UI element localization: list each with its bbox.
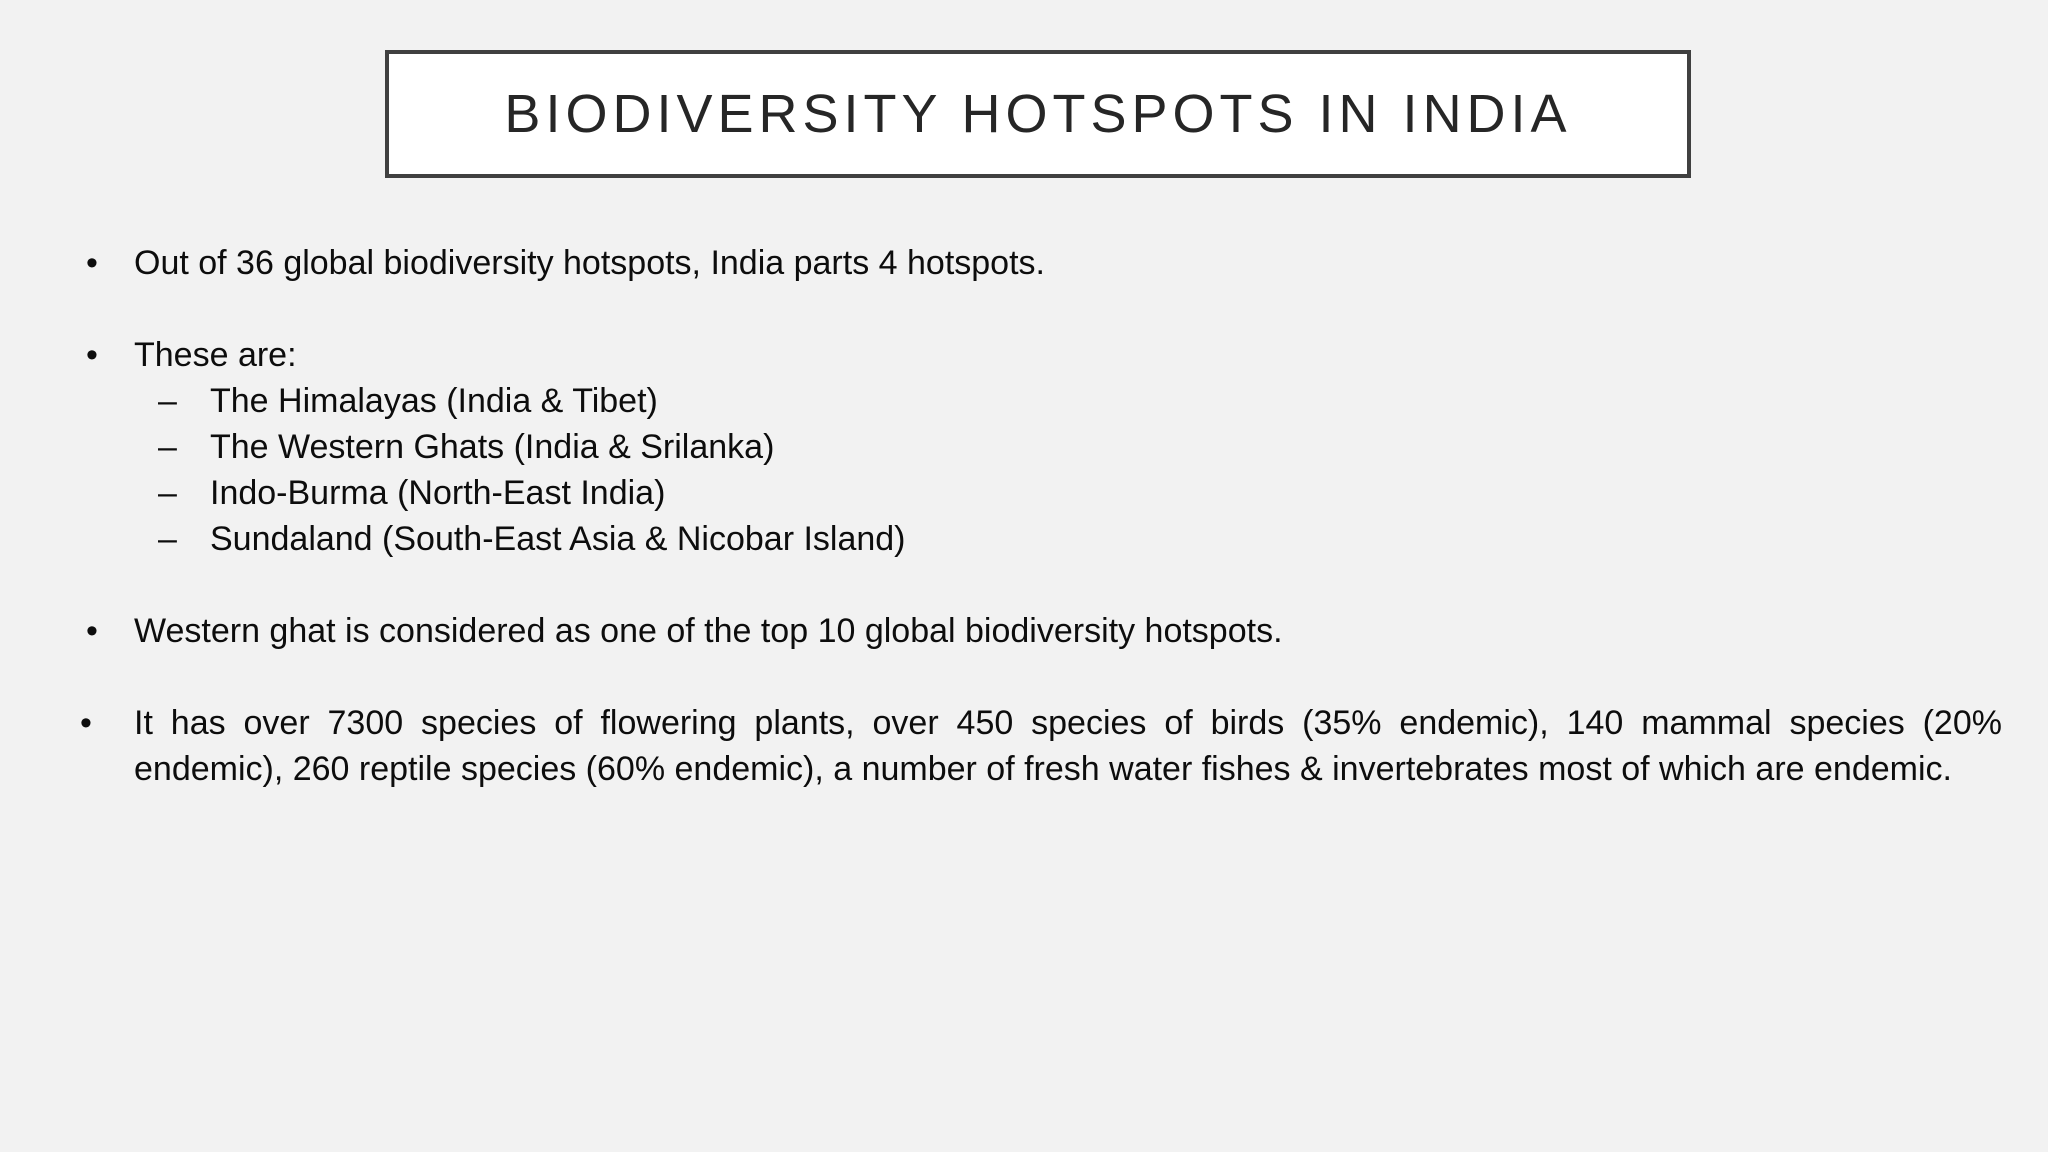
bullet-item	[80, 700, 2002, 792]
bullet-item	[80, 240, 2002, 286]
sub-bullet-marker: –	[158, 520, 177, 558]
sub-item-text: The Western Ghats (India & Srilanka)	[210, 428, 775, 466]
sub-list-item	[80, 470, 2002, 516]
sub-item-text: The Himalayas (India & Tibet)	[210, 382, 658, 420]
slide-content	[80, 240, 2002, 792]
sub-bullet-marker: –	[158, 382, 177, 420]
sub-item-text: Sundaland (South-East Asia & Nicobar Island)	[210, 520, 906, 558]
bullet-marker: •	[86, 244, 98, 282]
bullet-text: It has over 7300 species of flowering plants, over 450 species of birds (35% endemic), 140 mammal species (20% endemic), 260 reptile species (60% endemic), a number of fresh water fishes & invertebrates most of which are endemic.	[134, 704, 2002, 788]
bullet-text: Western ghat is considered as one of the top 10 global biodiversity hotspots.	[134, 612, 1283, 650]
sub-bullet-marker: –	[158, 474, 177, 512]
sub-item-text: Indo-Burma (North-East India)	[210, 474, 666, 512]
spacer	[80, 286, 2002, 332]
bullet-text: Out of 36 global biodiversity hotspots, India parts 4 hotspots.	[134, 244, 1045, 282]
bullet-text: These are:	[134, 336, 297, 374]
spacer	[80, 654, 2002, 700]
bullet-marker: •	[86, 612, 98, 650]
bullet-marker: •	[86, 336, 98, 374]
bullet-item	[80, 332, 2002, 378]
hotspot-list	[80, 378, 2002, 562]
title-box	[385, 50, 1691, 178]
slide-title: BIODIVERSITY HOTSPOTS IN INDIA	[504, 84, 1572, 144]
sub-bullet-marker: –	[158, 428, 177, 466]
spacer	[80, 562, 2002, 608]
sub-list-item	[80, 516, 2002, 562]
sub-list-item	[80, 424, 2002, 470]
sub-list-item	[80, 378, 2002, 424]
bullet-marker: •	[80, 704, 92, 742]
bullet-item	[80, 608, 2002, 654]
